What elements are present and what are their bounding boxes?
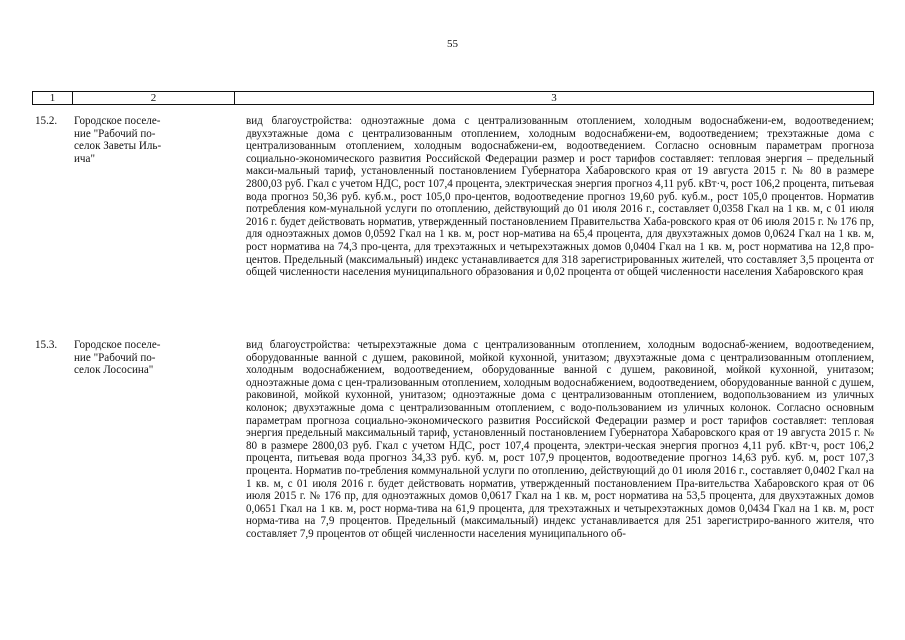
page-number: 55 (447, 38, 458, 50)
column-header-2: 2 (73, 92, 235, 104)
row-number: 15.2. (35, 115, 58, 127)
column-header-1: 1 (33, 92, 73, 104)
row-description: вид благоустройства: одноэтажные дома с централизованным отоплением, холодным водоснабжени-ем, водоотведением; двухэтажные дома с централизованным отоплением, холодным водоснабжени-ем, водоотведением; трехэтажные дома с централизованным отоплением, холодным водоснабжени-ем, водоотведением. Согласно основным параметрам прогноза социально-экономического развития Российской Федерации размер и рост тарифов составляет: тепловая энергия – предельный макси-мальный тариф, установленный постановлением Губернатора Хабаровского края от 19 августа 2015 г. № 80 в размере 2800,03 руб. Гкал с учетом НДС, рост 107,4 процента, электрическая энергия прогноз 4,11 руб. кВт·ч, рост 106,2 процента, питьевая вода прогноз 50,36 руб. куб.м., рост 105,0 про-центов, водоотведение прогноз 19,60 руб. куб.м., рост 105,0 процентов. Норматив потребления ком-мунальной услуги по отоплению, действующий до 01 июля 2016 г., составляет 0,0358 Гкал на 1 кв. м, с 01 июля 2016 г. будет действовать норматив, утвержденный постановлением Правительства Хаба-ровского края от 06 июля 2015 г. № 176 пр, для одноэтажных домов 0,0592 Гкал на 1 кв. м, рост нор-матива на 65,4 процента, для двухэтажных домов 0,0624 Гкал на 1 кв. м, рост норматива на 74,3 про-цента, для трехэтажных и четырехэтажных домов 0,0404 Гкал на 1 кв. м, рост норматива на 12,8 про-центов. Предельный (максимальный) индекс устанавливается для 318 зарегистрированных жителей, что составляет 3,5 процента от общей численности населения муниципального образования и 0,02 процента от общей численности населения Хабаровского края (246, 115, 875, 279)
table-header (32, 91, 874, 105)
column-header-3: 3 (551, 92, 557, 104)
settlement-name: Городское поселе- ние "Рабочий по- селок Лососина" (74, 339, 161, 377)
row-description: вид благоустройства: четырехэтажные дома с централизованным отоплением, холодным водоснаб-жением, водоотведением, оборудованные ванной с душем, раковиной, мойкой кухонной, унитазом; двухэтажные дома с централизованным отоплением, холодным водоснабжением, водоотведением, оборудованные ванной с душем, раковиной, мойкой кухонной, унитазом; одноэтажные дома с цен-трализованным отоплением, холодным водоснабжением, водоотведением, оборудованные ванной с душем, раковиной, мойкой кухонной, унитазом; одноэтажные дома с централизованным отоплением, водопользованием из уличных колонок; двухэтажные дома с централизованным отоплением, с водо-пользованием из уличных колонок. Согласно основным параметрам прогноза социально-экономического развития Российской Федерации размер и рост тарифов составляет: тепловая энергия предельный максимальный тариф, установленный постановлением Губернатора Хабаровского края от 19 августа 2015 г. № 80 в размере 2800,03 руб. Гкал с учетом НДС, рост 107,4 процента, электри-ческая энергия прогноз 4,11 руб. кВт·ч, рост 106,2 процента, питьевая вода прогноз 34,33 руб. куб. м, рост 107,9 процентов, водоотведение прогноз 14,63 руб. куб. м, рост 107,3 процента. Норматив по-требления коммунальной услуги по отоплению, действующий до 01 июля 2016 г., составляет 0,0402 Гкал на 1 кв. м, с 01 июля 2016 г. будет действовать норматив, утвержденный постановлением Пра-вительства Хабаровского края от 06 июля 2015 г. № 176 пр, для одноэтажных домов 0,0617 Гкал на 1 кв. м, рост норматива на 53,5 процента, для двухэтажных домов 0,0651 Гкал на 1 кв. м, рост норма-тива на 61,9 процента, для трехэтажных и четырехэтажных домов 0,0434 Гкал на 1 кв. м, рост норма-тива на 7,9 процентов. Предельный (максимальный) индекс устанавливается для 251 зарегистриро-ванного жителя, что составляет 7,9 процентов от общей численности населения муниципального об- (246, 339, 874, 540)
settlement-name: Городское поселе- ние "Рабочий по- селок Заветы Иль- ича" (74, 115, 162, 165)
row-number: 15.3. (35, 339, 58, 351)
